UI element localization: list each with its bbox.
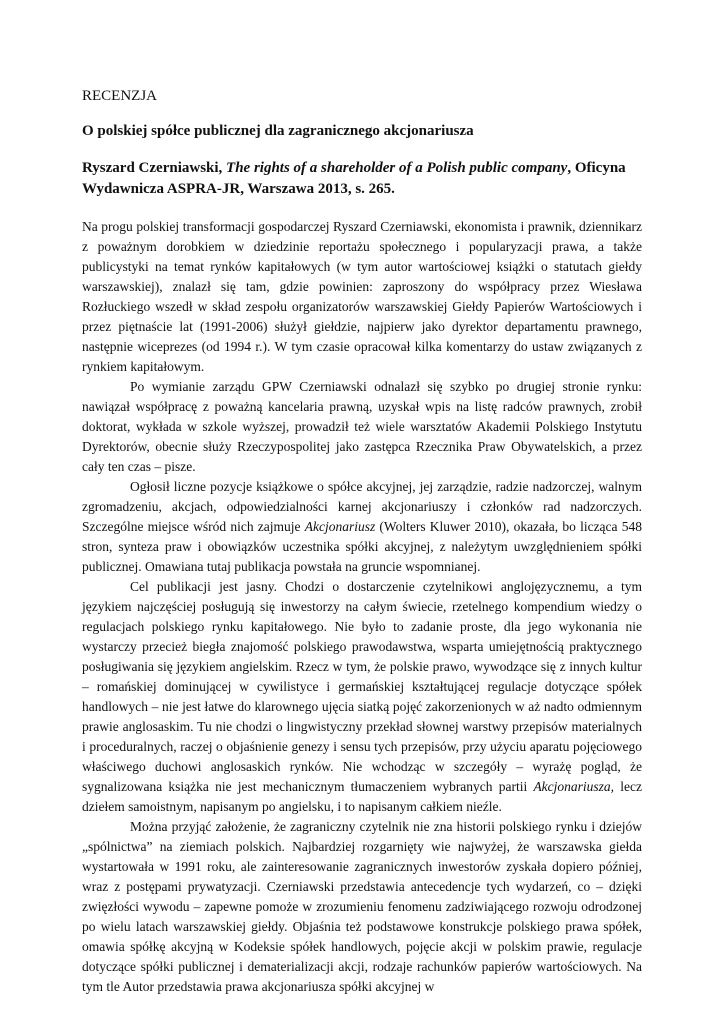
- bib-book-title: The rights of a shareholder of a Polish public company: [226, 160, 568, 176]
- paragraph-3: [82, 477, 642, 577]
- review-title: O polskiej spółce publicznej dla zagranicznego akcjonariusza: [82, 123, 474, 139]
- paragraph-5-text: Można przyjąć założenie, że zagraniczny czytelnik nie zna historii polskiego rynku i dziejów „spólnictwa” na ziemiach polskich. Najbardziej rozgarnięty wie najwyżej, że warszawska giełda wystartowała w 1991 roku, ale zainteresowanie zagranicznych inwestorów zyskała dopiero później, wraz z postępami prywatyzacji. Czerniawski przedstawia antecedencje tych wydarzeń, co – dzięki zwięzłości wywodu – zapewne pomoże w zrozumieniu fenomenu zadziwiającego rozwoju odrodzonej po wielu latach warszawskiej giełdy. Objaśnia też podstawowe konstrukcje polskiego prawa spółek, omawia spółkę akcyjną w Kodeksie spółek handlowych, pojęcie akcji w polskim prawie, regulacje dotyczące spółki publicznej i dematerializacji akcji, rodzaje rachunków papierów wartościowych. Na tym tle Autor przedstawia prawa akcjonariusza spółki akcyjnej w: [82, 819, 642, 994]
- paragraph-1-text: Na progu polskiej transformacji gospodarczej Ryszard Czerniawski, ekonomista i prawnik, dziennikarz z poważnym dorobkiem w dziedzinie reportażu społecznego i popularyzacji prawa, a także publicystyki na temat rynków kapitałowych (w tym autor wartościowej książki o statutach giełdy warszawskiej), znalazł się tam, gdzie powinien: zaproszony do współpracy przez Wiesława Rozłuckiego wszedł w skład zespołu organizatorów warszawskiej Giełdy Papierów Wartościowych i przez piętnaście lat (1991-2006) służył giełdzie, najpierw jako dyrektor departamentu prawnego, następnie wiceprezes (od 1994 r.). W tym czasie opracował kilka komentarzy do ustaw związanych z rynkiem kapitałowym.: [82, 219, 642, 374]
- document-page: [82, 86, 642, 997]
- paragraph-3-text-start: Ogłosił liczne pozycje książkowe o spółce akcyjnej, jej zarządzie, radzie nadzorczej, walnym zgromadzeniu, akcjach, odpowiedzialności karnej akcjonariuszy i członków rad nadzorczych. Szczególne miejsce wśród nich zajmuje: [82, 479, 642, 534]
- bib-author: Ryszard Czerniawski,: [82, 160, 227, 176]
- paragraph-1: [82, 217, 642, 377]
- paragraph-4-book-title: Akcjonariusza,: [533, 779, 615, 794]
- paragraph-2-text: Po wymianie zarządu GPW Czerniawski odnalazł się szybko po drugiej stronie rynku: nawiązał współpracę z poważną kancelaria prawną, uzyskał wpis na listę radców prawnych, zrobił doktorat, wykłada w szkole wyższej, prowadził też wiele warsztatów Akademii Polskiego Instytutu Dyrektorów, obecnie służy Rzeczypospolitej jako zastępca Rzecznika Praw Obywatelskich, a przez cały ten czas – pisze.: [82, 379, 642, 474]
- paragraph-4-text-end: lecz dziełem samoistnym, napisanym po angielsku, i to napisanym całkiem nieźle.: [82, 779, 642, 814]
- paragraph-5: [82, 817, 642, 997]
- paragraph-2: [82, 377, 642, 477]
- paragraph-4: [82, 577, 642, 817]
- document-heading: RECENZJA: [82, 88, 157, 104]
- paragraph-3-text-end: (Wolters Kluwer 2010), okazała, bo licząca 548 stron, synteza praw i obowiązków uczestnika spółki akcyjnej, z należytym uwzględnieniem spółki publicznej. Omawiana tutaj publikacja powstała na gruncie wspomnianej.: [82, 519, 642, 574]
- bibliographic-reference: [82, 158, 642, 200]
- paragraph-4-text-start: Cel publikacji jest jasny. Chodzi o dostarczenie czytelnikowi anglojęzycznemu, a tym językiem najczęściej posługują się inwestorzy na całym świecie, rzetelnego kompendium wiedzy o regulacjach polskiego rynku kapitałowego. Nie było to zadanie proste, dla jego wykonania nie wystarczy przecież biegła znajomość polskiego prawodawstwa, wsparta umiejętnością praktycznego posługiwania się językiem angielskim. Rzecz w tym, że polskie prawo, wywodzące się z innych kultur – romańskiej dominującej w cywilistyce i germańskiej kształtującej regulacje dotyczące spółek handlowych – nie jest łatwe do klarownego ujęcia siatką pojęć zakorzenionych w aż nadto odmiennym prawie anglosaskim. Tu nie chodzi o lingwistyczny przekład słownej warstwy przepisów materialnych i proceduralnych, raczej o objaśnienie genezy i sensu tych przepisów, przy użyciu aparatu pojęciowego właściwego duchowi anglosaskich rynków. Nie wchodząc w szczegóły – wyrażę pogląd, że sygnalizowana książka nie jest mechanicznym tłumaczeniem wybranych partii: [82, 579, 642, 794]
- review-body: [82, 217, 642, 997]
- paragraph-3-book-title: Akcjonariusz: [304, 519, 376, 534]
- bib-publisher-details: , Oficyna Wydawnicza ASPRA-JR, Warszawa 2013, s. 265.: [82, 160, 626, 197]
